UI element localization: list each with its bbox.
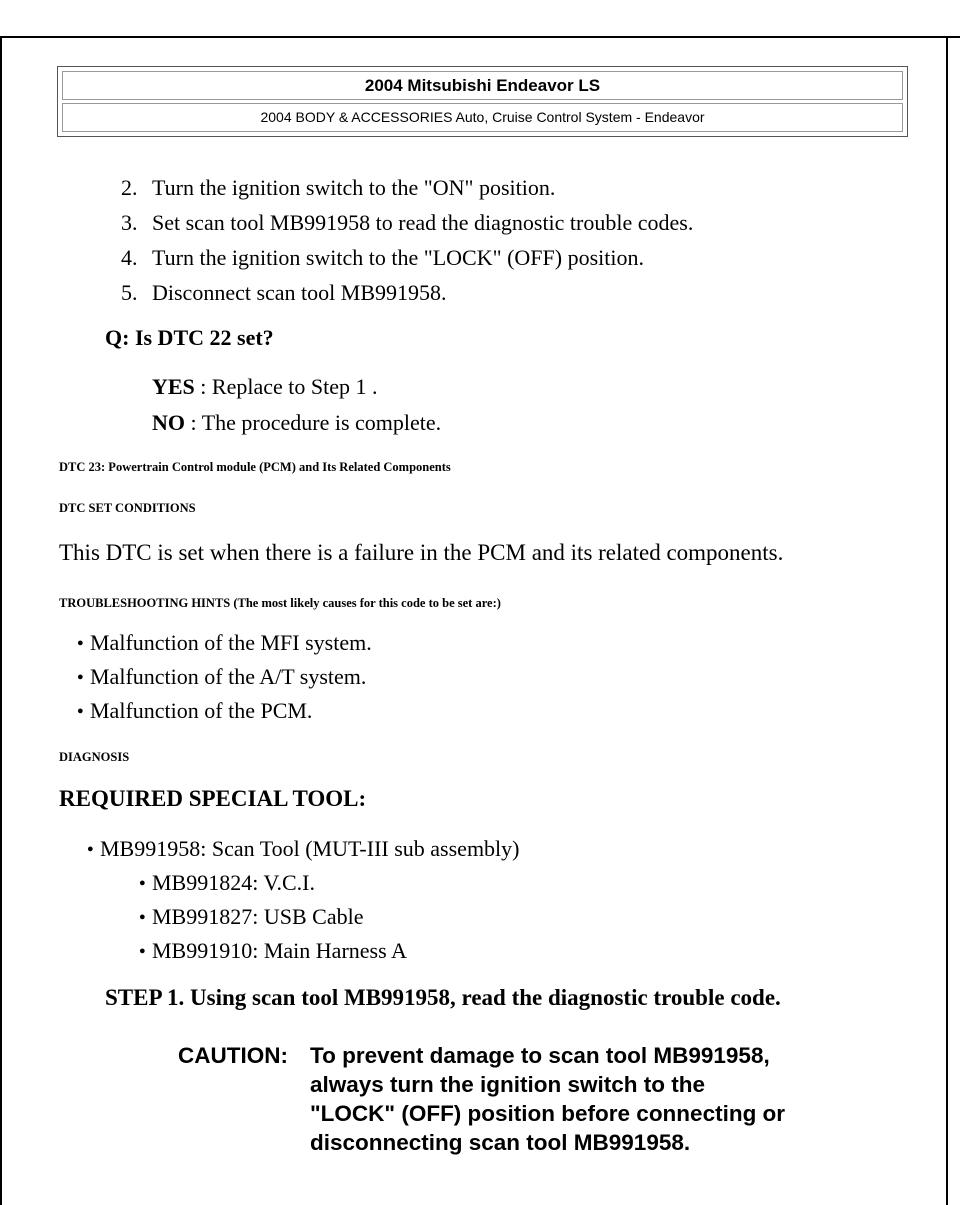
caution-line: disconnecting scan tool MB991958. <box>310 1130 691 1155</box>
tool-main: ● MB991958: Scan Tool (MUT-III sub assembly) <box>100 836 520 862</box>
step1-heading: STEP 1. Using scan tool MB991958, read the diagnostic trouble code. <box>105 985 781 1010</box>
tool-sub-item: ● MB991827: USB Cable <box>152 904 363 930</box>
header-title: 2004 Mitsubishi Endeavor LS <box>62 71 903 100</box>
step-text: Turn the ignition switch to the "ON" position. <box>152 175 556 200</box>
answer-no-text: : The procedure is complete. <box>185 410 442 435</box>
step-text: Turn the ignition switch to the "LOCK" (OFF) position. <box>152 245 645 270</box>
step-number: 2. <box>121 175 138 200</box>
page-border-left <box>0 36 2 1205</box>
hint-item: ● Malfunction of the PCM. <box>90 698 312 724</box>
tool-sub-item: ● MB991824: V.C.I. <box>152 870 315 896</box>
hints-heading: TROUBLESHOOTING HINTS (The most likely causes for this code to be set are:) <box>59 596 501 610</box>
dtc-heading: DTC 23: Powertrain Control module (PCM) and Its Related Components <box>59 460 451 474</box>
page-border-right <box>946 36 948 1205</box>
step-text: Disconnect scan tool MB991958. <box>152 280 447 305</box>
tool-heading: REQUIRED SPECIAL TOOL: <box>59 786 367 811</box>
step-number: 5. <box>121 280 138 305</box>
answer-yes-text: : Replace to Step 1 . <box>194 374 378 399</box>
hint-item: ● Malfunction of the MFI system. <box>90 630 372 656</box>
caution-label: CAUTION: <box>178 1043 288 1068</box>
answer-yes-label: YES <box>152 374 195 399</box>
answer-yes <box>152 374 377 400</box>
step-text: Set scan tool MB991958 to read the diagnostic trouble codes. <box>152 210 694 235</box>
document-header <box>57 66 908 137</box>
step-number: 3. <box>121 210 138 235</box>
step-number: 4. <box>121 245 138 270</box>
header-subtitle: 2004 BODY & ACCESSORIES Auto, Cruise Control System - Endeavor <box>62 103 903 132</box>
diagnosis-heading: DIAGNOSIS <box>59 750 130 764</box>
caution-line: To prevent damage to scan tool MB991958, <box>310 1043 770 1068</box>
answer-no <box>152 410 441 436</box>
hint-item: ● Malfunction of the A/T system. <box>90 664 366 690</box>
answer-no-label: NO <box>152 410 185 435</box>
page-border-top <box>0 36 960 38</box>
caution-line: always turn the ignition switch to the <box>310 1072 706 1097</box>
caution-line: "LOCK" (OFF) position before connecting or <box>310 1101 786 1126</box>
question: Q: Is DTC 22 set? <box>105 325 274 350</box>
set-conditions-text: This DTC is set when there is a failure in the PCM and its related components. <box>59 540 784 565</box>
set-conditions-heading: DTC SET CONDITIONS <box>59 501 196 515</box>
tool-sub-item: ● MB991910: Main Harness A <box>152 938 407 964</box>
